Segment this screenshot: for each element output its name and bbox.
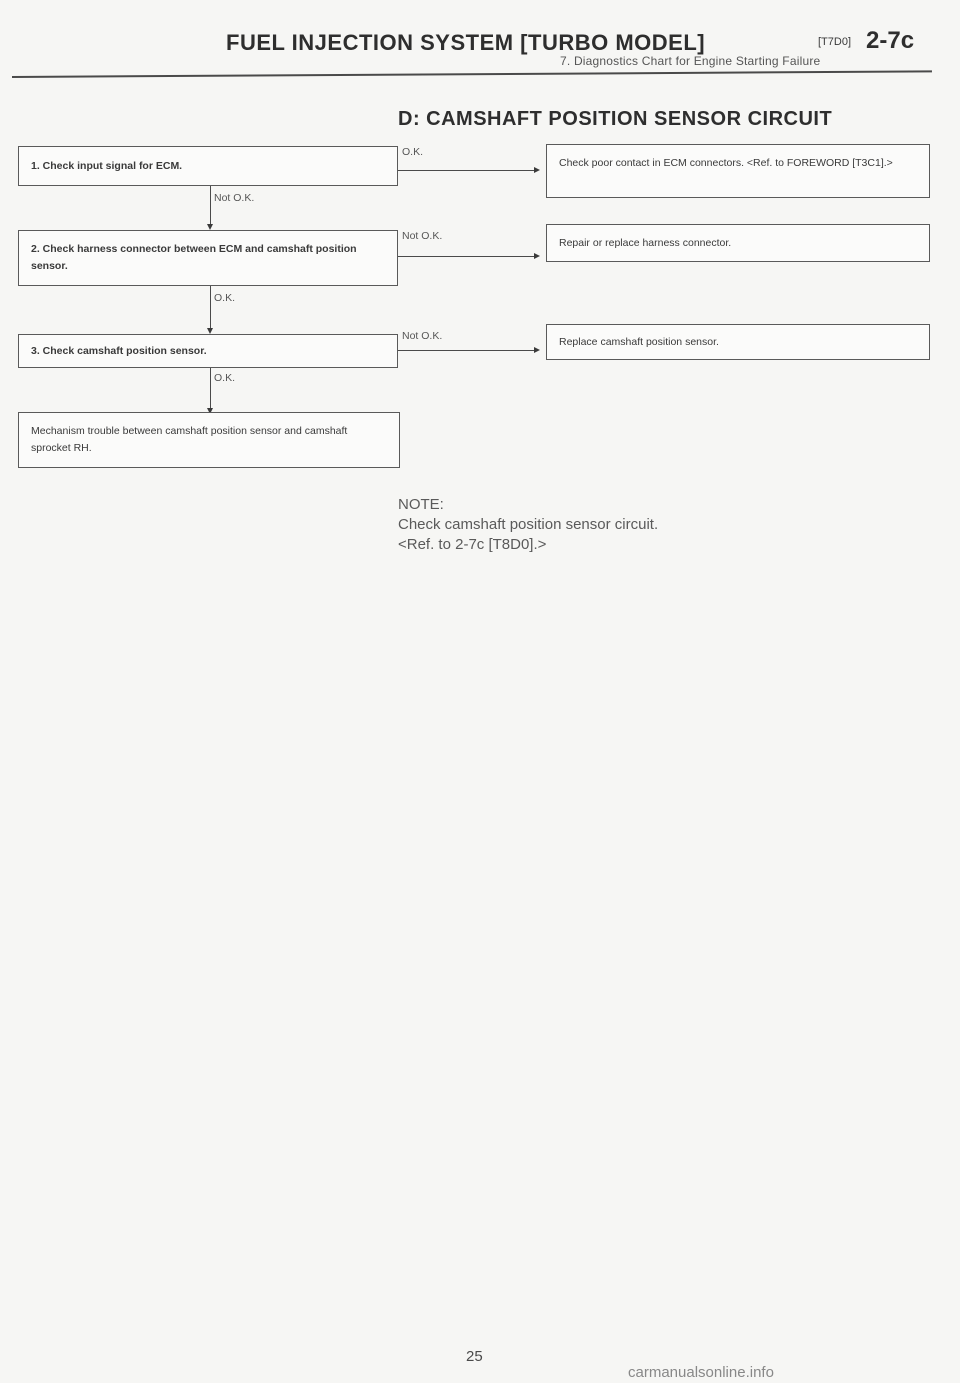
side-label-1: O.K. xyxy=(402,146,424,158)
arrow-right-icon xyxy=(534,253,540,259)
header-subtitle: 7. Diagnostics Chart for Engine Starting Failure xyxy=(560,54,821,68)
header-code: [T7D0] xyxy=(818,36,852,48)
down-label-2: O.K. xyxy=(214,292,236,304)
page-header-title: FUEL INJECTION SYSTEM [TURBO MODEL] xyxy=(226,30,706,55)
step-box-2 xyxy=(18,230,398,286)
step-text-2: 2. Check harness connector between ECM and camshaft position sensor. xyxy=(31,243,357,272)
step-text-1: 1. Check input signal for ECM. xyxy=(31,159,183,172)
header-divider xyxy=(12,70,932,78)
note-heading: NOTE: xyxy=(398,496,444,513)
connector-line xyxy=(210,186,211,226)
side-label-2: Not O.K. xyxy=(402,230,443,242)
note-line-1: Check camshaft position sensor circuit. xyxy=(398,516,659,533)
result-text-2: Repair or replace harness connector. xyxy=(559,236,732,249)
connector-line xyxy=(398,256,536,257)
step-box-1 xyxy=(18,146,398,186)
result-box-1 xyxy=(546,144,930,198)
header-page-ref: 2-7c xyxy=(866,27,915,54)
step-text-3: 3. Check camshaft position sensor. xyxy=(31,344,207,357)
connector-line xyxy=(398,350,536,351)
note-block xyxy=(398,495,658,555)
page-number: 25 xyxy=(466,1348,483,1365)
step-box-4 xyxy=(18,412,400,468)
connector-line xyxy=(398,170,536,171)
step-box-3 xyxy=(18,334,398,368)
down-label-1: Not O.K. xyxy=(214,192,255,204)
down-label-3: O.K. xyxy=(214,372,236,384)
result-box-2 xyxy=(546,224,930,262)
connector-line xyxy=(210,286,211,330)
connector-line xyxy=(210,368,211,410)
result-box-3 xyxy=(546,324,930,360)
result-text-1: Check poor contact in ECM connectors. <Ref. to FOREWORD [T3C1].> xyxy=(559,157,893,169)
arrow-right-icon xyxy=(534,347,540,353)
step-text-4: Mechanism trouble between camshaft position sensor and camshaft sprocket RH. xyxy=(31,425,348,454)
arrow-right-icon xyxy=(534,167,540,173)
watermark: carmanualsonline.info xyxy=(628,1364,774,1381)
side-label-3: Not O.K. xyxy=(402,330,443,342)
result-text-3: Replace camshaft position sensor. xyxy=(559,335,719,348)
note-line-2: <Ref. to 2-7c [T8D0].> xyxy=(398,536,547,553)
section-title: D: CAMSHAFT POSITION SENSOR CIRCUIT xyxy=(398,108,833,130)
